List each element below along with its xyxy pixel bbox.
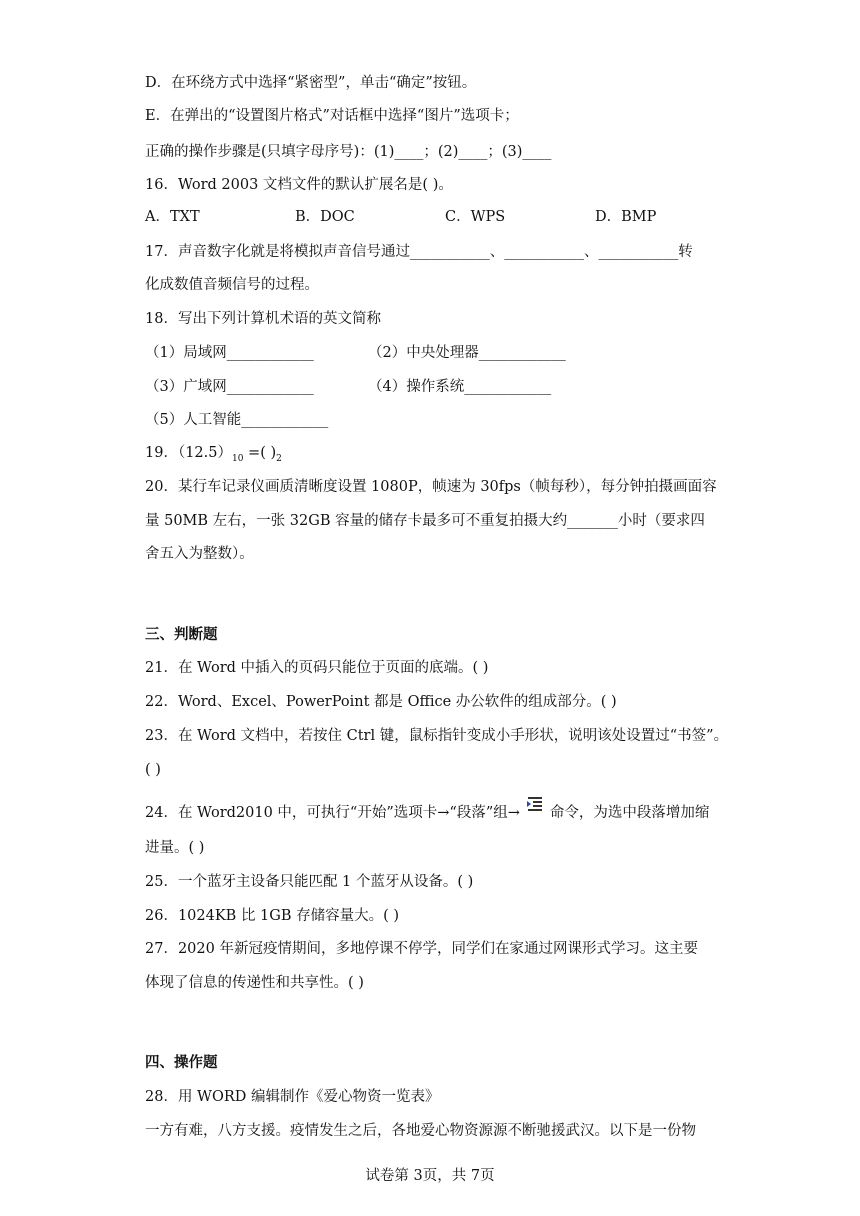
- q19-sub-2: 2: [276, 454, 282, 464]
- q18-item-2: （2）中央处理器____________: [368, 345, 566, 361]
- q16-option-b: B．DOC: [295, 209, 355, 225]
- section-3-heading: 三、判断题: [145, 626, 218, 643]
- line-steps: 正确的操作步骤是(只填字母序号)：(1)____；(2)____；(3)____: [145, 144, 552, 160]
- q16-option-d: D．BMP: [595, 209, 657, 225]
- question-23-line2: ( ): [145, 762, 161, 778]
- question-16: 16．Word 2003 文档文件的默认扩展名是( )。: [145, 177, 453, 193]
- line-d: D．在环绕方式中选择“紧密型”，单击“确定”按钮。: [145, 75, 477, 91]
- question-19: [145, 444, 282, 464]
- q16-option-a: A．TXT: [145, 209, 200, 225]
- line-e: E．在弹出的“设置图片格式”对话框中选择“图片”选项卡；: [145, 108, 519, 124]
- section-4-heading: 四、操作题: [145, 1054, 218, 1071]
- q18-item-1: （1）局域网____________: [145, 345, 314, 361]
- question-21: 21．在 Word 中插入的页码只能位于页面的底端。( ): [145, 660, 489, 676]
- q18-item-3: （3）广域网____________: [145, 379, 314, 395]
- question-25: 25．一个蓝牙主设备只能匹配 1 个蓝牙从设备。( ): [145, 874, 474, 890]
- question-20-line1: 20．某行车记录仪画质清晰度设置 1080P，帧速为 30fps（帧每秒），每分钟拍摄画面容: [145, 479, 717, 495]
- question-22: 22．Word、Excel、PowerPoint 都是 Office 办公软件的组成部分。( ): [145, 694, 617, 710]
- increase-indent-icon: [526, 796, 544, 814]
- question-28: 28．用 WORD 编辑制作《爱心物资一览表》: [145, 1089, 440, 1105]
- page-footer: 试卷第 3页，共 7页: [365, 1168, 495, 1184]
- question-28-paragraph: 一方有难，八方支援。疫情发生之后，各地爱心物资源源不断驰援武汉。以下是一份物: [145, 1123, 696, 1139]
- question-27-line1: 27．2020 年新冠疫情期间，多地停课不停学，同学们在家通过网课形式学习。这主要: [145, 941, 698, 957]
- question-20-line2: 量 50MB 左右，一张 32GB 容量的储存卡最多可不重复拍摄大约_______小时（要求四: [145, 513, 705, 529]
- q19-text-a: 19．（12.5）: [145, 445, 232, 461]
- question-23-line1: 23．在 Word 文档中，若按住 Ctrl 键，鼠标指针变成小手形状，说明该处设置过“书签”。: [145, 728, 729, 744]
- q16-option-c: C．WPS: [445, 209, 506, 225]
- question-26: 26．1024KB 比 1GB 存储容量大。( ): [145, 908, 400, 924]
- q18-item-4: （4）操作系统____________: [368, 379, 552, 395]
- question-20-line3: 舍五入为整数）。: [145, 546, 254, 562]
- question-24-line2: 进量。( ): [145, 840, 205, 856]
- q24-text-a: 24．在 Word2010 中，可执行“开始”选项卡→“段落”组→: [145, 805, 520, 821]
- q19-sub-10: 10: [232, 454, 244, 464]
- q24-text-b: 命令，为选中段落增加缩: [549, 805, 710, 821]
- q19-text-b: =( ): [243, 445, 277, 461]
- question-17-line1: 17．声音数字化就是将模拟声音信号通过___________、___________、___________转: [145, 244, 693, 260]
- q18-item-5: （5）人工智能____________: [145, 412, 329, 428]
- question-24-line1: [145, 804, 709, 822]
- question-18: 18．写出下列计算机术语的英文简称: [145, 311, 381, 327]
- question-17-line2: 化成数值音频信号的过程。: [145, 277, 319, 293]
- question-27-line2: 体现了信息的传递性和共享性。( ): [145, 975, 364, 991]
